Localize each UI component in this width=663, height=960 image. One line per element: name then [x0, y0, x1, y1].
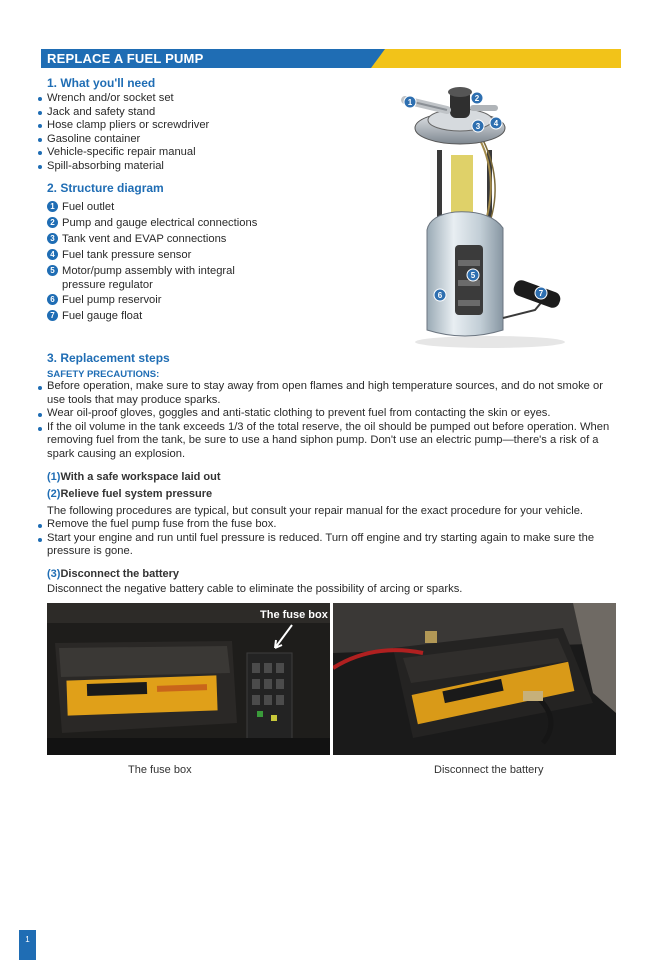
fuse-box-caption: The fuse box [128, 764, 192, 776]
section2-title: 2. Structure diagram [47, 181, 164, 195]
list-item: 1 Fuel outlet [47, 199, 257, 215]
section-header-bar [41, 49, 621, 68]
step-3-text: Disconnect the negative battery cable to eliminate the possibility of arcing or sparks. [47, 583, 463, 595]
list-item: Start your engine and run until fuel pressure is reduced. Turn off engine and try starting again to make sure the pressure is gone. [40, 532, 617, 559]
diagram-label: 5 [470, 271, 476, 280]
page-number: 1 [19, 930, 36, 960]
section3-title: 3. Replacement steps [47, 351, 170, 365]
tools-list [38, 92, 209, 174]
header-accent-stripe [371, 49, 621, 68]
number-badge: 4 [47, 249, 58, 260]
step-2-list [47, 518, 617, 559]
diagram-label: 2 [474, 94, 480, 103]
section1-title: 1. What you'll need [47, 76, 156, 90]
list-item: Vehicle-specific repair manual [38, 146, 209, 160]
number-badge: 6 [47, 294, 58, 305]
list-item: Hose clamp pliers or screwdriver [38, 119, 209, 133]
list-item: Jack and safety stand [38, 106, 209, 120]
diagram-label: 1 [407, 98, 413, 107]
list-item: 6 Fuel pump reservoir [47, 292, 257, 308]
safety-list [47, 380, 622, 462]
list-item: Gasoline container [38, 133, 209, 147]
number-badge: 1 [47, 201, 58, 212]
list-item: Wrench and/or socket set [38, 92, 209, 106]
list-item: 7 Fuel gauge float [47, 308, 257, 324]
step-1-heading: (1)With a safe workspace laid out [47, 471, 221, 483]
fuel-pump-illustration [395, 80, 620, 350]
safety-title: SAFETY PRECAUTIONS: [47, 369, 160, 380]
number-badge: 7 [47, 310, 58, 321]
number-badge: 5 [47, 265, 58, 276]
list-item: Wear oil-proof gloves, goggles and anti-static clothing to prevent fuel from contacting the skin or eyes. [40, 407, 622, 421]
battery-photo [333, 603, 616, 755]
diagram-label: 7 [538, 289, 544, 298]
list-item: Before operation, make sure to stay away from open flames and high temperature sources, and do not smoke or use tools that may produce sparks. [40, 380, 622, 407]
fuse-box-label: The fuse box [260, 609, 328, 621]
diagram-label: 6 [437, 291, 443, 300]
list-item: 2 Pump and gauge electrical connections [47, 215, 257, 231]
page-title: REPLACE A FUEL PUMP [47, 51, 204, 66]
list-item: 3 Tank vent and EVAP connections [47, 231, 257, 247]
list-item: Spill-absorbing material [38, 160, 209, 174]
step-2-heading: (2)Relieve fuel system pressure [47, 488, 213, 500]
structure-list [47, 199, 257, 324]
list-item: Remove the fuel pump fuse from the fuse box. [40, 518, 617, 532]
fuse-box-photo [47, 603, 330, 755]
diagram-label: 4 [493, 119, 499, 128]
list-item: 4 Fuel tank pressure sensor [47, 247, 257, 263]
step-2-intro: The following procedures are typical, but consult your repair manual for the exact procedure for your vehicle. [47, 505, 584, 517]
list-item: 5 Motor/pump assembly with integral pressure regulator [47, 263, 257, 292]
number-badge: 2 [47, 217, 58, 228]
battery-caption: Disconnect the battery [434, 764, 544, 776]
number-badge: 3 [47, 233, 58, 244]
list-item: If the oil volume in the tank exceeds 1/3 of the total reserve, the oil should be pumped out before operation. When removing fuel from the tank, be sure to use a hand siphon pump. Don't use an electric pump—there's a risk of a spark causing an explosion. [40, 421, 622, 462]
step-3-heading: (3)Disconnect the battery [47, 568, 180, 580]
diagram-label: 3 [475, 122, 481, 131]
